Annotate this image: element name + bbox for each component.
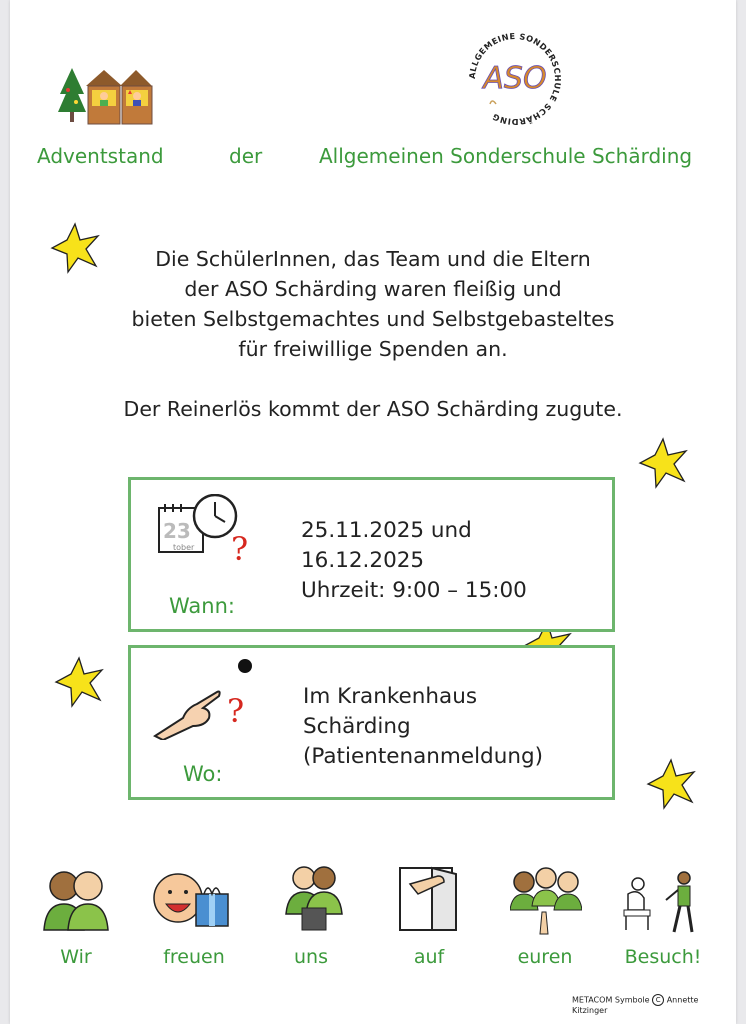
footer-word: uns (294, 946, 328, 968)
people-we-icon (40, 868, 112, 932)
location-line: (Patientenanmeldung) (303, 744, 543, 769)
proceeds-line: Der Reinerlös kommt der ASO Schärding zugute. (123, 397, 623, 421)
intro-text (50, 244, 696, 424)
intro-line: bieten Selbstgemachtes und Selbstgebasteltes (131, 307, 615, 331)
where-label: Wo: (183, 762, 223, 786)
when-box (128, 477, 615, 632)
symbol-credit (572, 994, 736, 1015)
intro-line: der ASO Schärding waren fleißig und (184, 277, 562, 301)
credit-left: METACOM Symbole (572, 995, 650, 1005)
footer-word: auf (413, 946, 445, 968)
location-line: Schärding (303, 714, 411, 739)
svg-text:ALLGEMEINE SONDERSCHULE SCHÄRD: ALLGEMEINE SONDERSCHULE SCHÄRDING (466, 30, 564, 128)
title-school-name: Allgemeinen Sonderschule Schärding (319, 144, 693, 168)
flyer-page (10, 0, 736, 1024)
people-us-icon (284, 864, 344, 934)
credit-right: Annette Kitzinger (572, 995, 699, 1015)
question-mark-icon: ? (227, 692, 245, 730)
aso-logo (462, 26, 568, 132)
market-stall-icon (58, 64, 154, 126)
svg-text:tober: tober (173, 543, 195, 552)
visit-icon (622, 870, 702, 934)
happy-gift-icon (152, 868, 232, 932)
people-your-icon (510, 866, 582, 936)
date-line: 25.11.2025 und (301, 518, 472, 543)
star-icon (54, 656, 104, 708)
time-line: Uhrzeit: 9:00 – 15:00 (301, 578, 527, 603)
pointing-hand-icon (153, 680, 223, 740)
title-adventstand: Adventstand (37, 144, 164, 168)
where-details (303, 682, 543, 772)
dot-icon (238, 659, 252, 673)
title-der: der (229, 144, 263, 168)
door-icon (398, 864, 462, 932)
when-label: Wann: (169, 594, 235, 618)
footer-word: euren (517, 946, 573, 968)
when-details (301, 516, 527, 606)
svg-text:ASO: ASO (483, 61, 547, 96)
copyright-icon: C (652, 994, 664, 1006)
date-line: 16.12.2025 (301, 548, 425, 573)
intro-line: für freiwillige Spenden an. (238, 337, 508, 361)
svg-text:23: 23 (163, 519, 191, 543)
location-line: Im Krankenhaus (303, 684, 478, 709)
star-icon (638, 437, 688, 489)
star-icon (646, 758, 696, 810)
intro-line: Die SchülerInnen, das Team und die Eltern (155, 247, 591, 271)
footer-word: Wir (60, 946, 92, 968)
question-mark-icon: ? (231, 530, 249, 568)
where-box (128, 645, 615, 800)
footer-word: freuen (163, 946, 225, 968)
footer-word: Besuch! (624, 946, 702, 968)
